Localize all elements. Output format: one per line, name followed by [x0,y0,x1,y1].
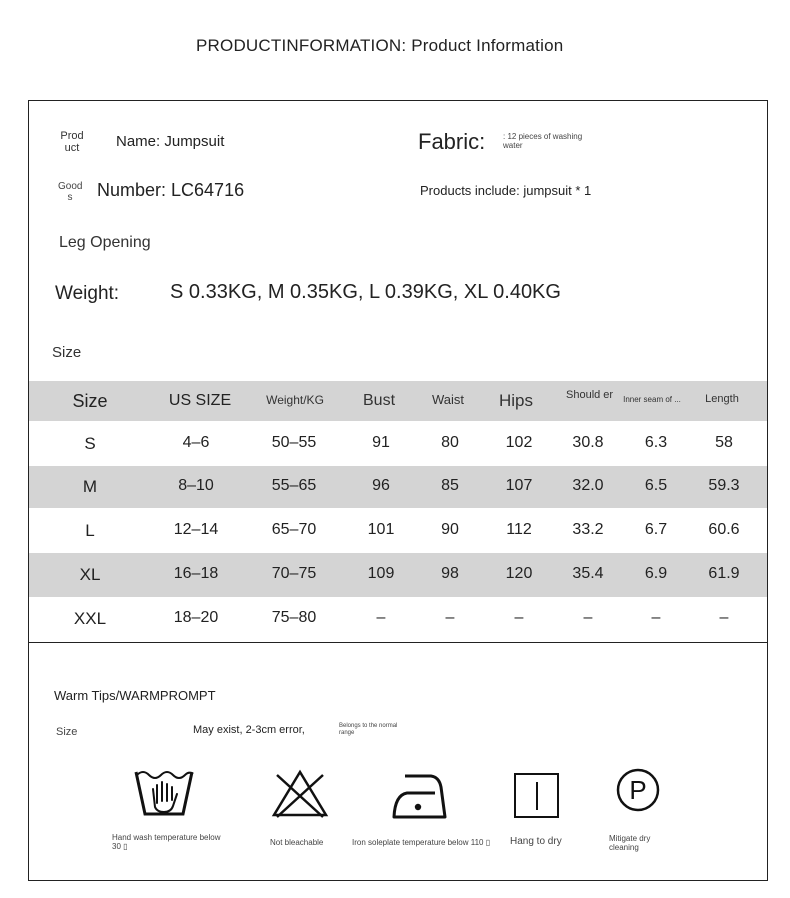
hand-wash-icon [133,767,195,821]
cell-shoulder: 33.2 [572,521,604,538]
hang-dry-icon [513,772,561,820]
cell-hips: 112 [506,521,532,538]
cell-hips: – [514,609,524,626]
cell-size: XL [79,565,101,584]
fabric-label: Fabric: [418,129,486,154]
table-row [29,597,767,641]
cell-bust: 109 [367,565,395,582]
cell-waist: 90 [441,521,459,538]
products-include: Products include: jumpsuit * 1 [420,183,592,198]
cell-size: M [82,477,98,496]
header-hips: Hips [498,391,534,410]
iron-icon [391,773,447,821]
cell-size: S [84,434,96,453]
table-row [29,553,767,597]
tips-size-label: Size [56,726,78,738]
table-row [29,509,767,553]
header-bust: Bust [362,392,396,409]
care-label-dry-clean: Mitigate dry cleaning [609,834,651,852]
size-caption: Size [52,344,82,361]
no-bleach-icon [269,767,331,821]
cell-hips: 107 [505,477,533,494]
cell-us-size: 12–14 [173,521,219,538]
header-weight: Weight/KG [266,393,324,407]
cell-bust: 96 [372,477,390,494]
cell-inner-seam: 6.5 [644,477,668,494]
care-label-no-bleach: Not bleachable [270,838,324,847]
header-length: Length [705,393,739,405]
weight-label: Weight: [55,283,120,304]
cell-weight: 70–75 [271,565,317,582]
cell-shoulder: – [583,609,593,626]
svg-text:P: P [629,775,647,805]
cell-us-size: 8–10 [178,477,214,494]
cell-hips: 102 [505,434,533,451]
cell-waist: – [445,609,455,626]
cell-length: 58 [715,434,733,451]
product-info-panel [28,100,768,881]
cell-size: XXL [73,609,107,628]
table-row [29,421,767,467]
cell-inner-seam: 6.7 [644,521,668,538]
table-header-row [29,381,767,421]
header-us-size: US SIZE [168,392,232,409]
cell-length: 61.9 [708,565,740,582]
fabric-note: : 12 pieces of washing water [503,132,583,150]
cell-length: – [719,609,729,626]
product-number: Number: LC64716 [97,180,245,200]
cell-weight: 50–55 [271,434,317,451]
cell-shoulder: 32.0 [572,477,604,494]
cell-waist: 98 [441,565,459,582]
product-name-prefix: Prod uct [60,130,84,154]
care-label-hand-wash: Hand wash temperature below 30 ▯ [112,833,221,851]
product-name: Name: Jumpsuit [116,133,225,150]
cell-bust: 101 [367,521,395,538]
tips-normal-range: Belongs to the normal range [339,723,398,736]
cell-bust: 91 [372,434,390,451]
leg-opening: Leg Opening [59,234,151,251]
dry-clean-icon [615,767,661,813]
care-label-hang-dry: Hang to dry [510,836,562,847]
care-label-iron: Iron soleplate temperature below 110 ▯ [352,838,491,847]
cell-weight: 65–70 [271,521,317,538]
header-size: Size [72,391,108,411]
cell-shoulder: 30.8 [572,434,604,451]
cell-bust: – [376,609,386,626]
goods-prefix: Good s [58,181,83,203]
cell-shoulder: 35.4 [572,565,604,582]
cell-weight: 55–65 [271,477,317,494]
cell-length: 59.3 [708,477,740,494]
table-row [29,466,767,508]
page-title: PRODUCTINFORMATION: Product Information [196,36,564,55]
tips-error-text: May exist, 2-3cm error, [193,724,305,736]
cell-size: L [85,521,95,540]
cell-us-size: 18–20 [173,609,219,626]
cell-length: 60.6 [708,521,740,538]
header-shoulder: Should er [566,389,614,401]
cell-inner-seam: 6.9 [644,565,668,582]
cell-us-size: 16–18 [173,565,219,582]
cell-inner-seam: 6.3 [644,434,668,451]
header-waist: Waist [431,392,465,407]
cell-weight: 75–80 [271,609,317,626]
cell-us-size: 4–6 [182,434,210,451]
tips-heading: Warm Tips/WARMPROMPT [54,688,216,703]
cell-hips: 120 [505,565,533,582]
cell-inner-seam: – [651,609,661,626]
cell-waist: 80 [441,434,459,451]
cell-waist: 85 [441,477,459,494]
header-inner-seam: Inner seam of ... [623,395,681,404]
section-divider [29,642,767,643]
weight-values: S 0.33KG, M 0.35KG, L 0.39KG, XL 0.40KG [170,281,561,303]
